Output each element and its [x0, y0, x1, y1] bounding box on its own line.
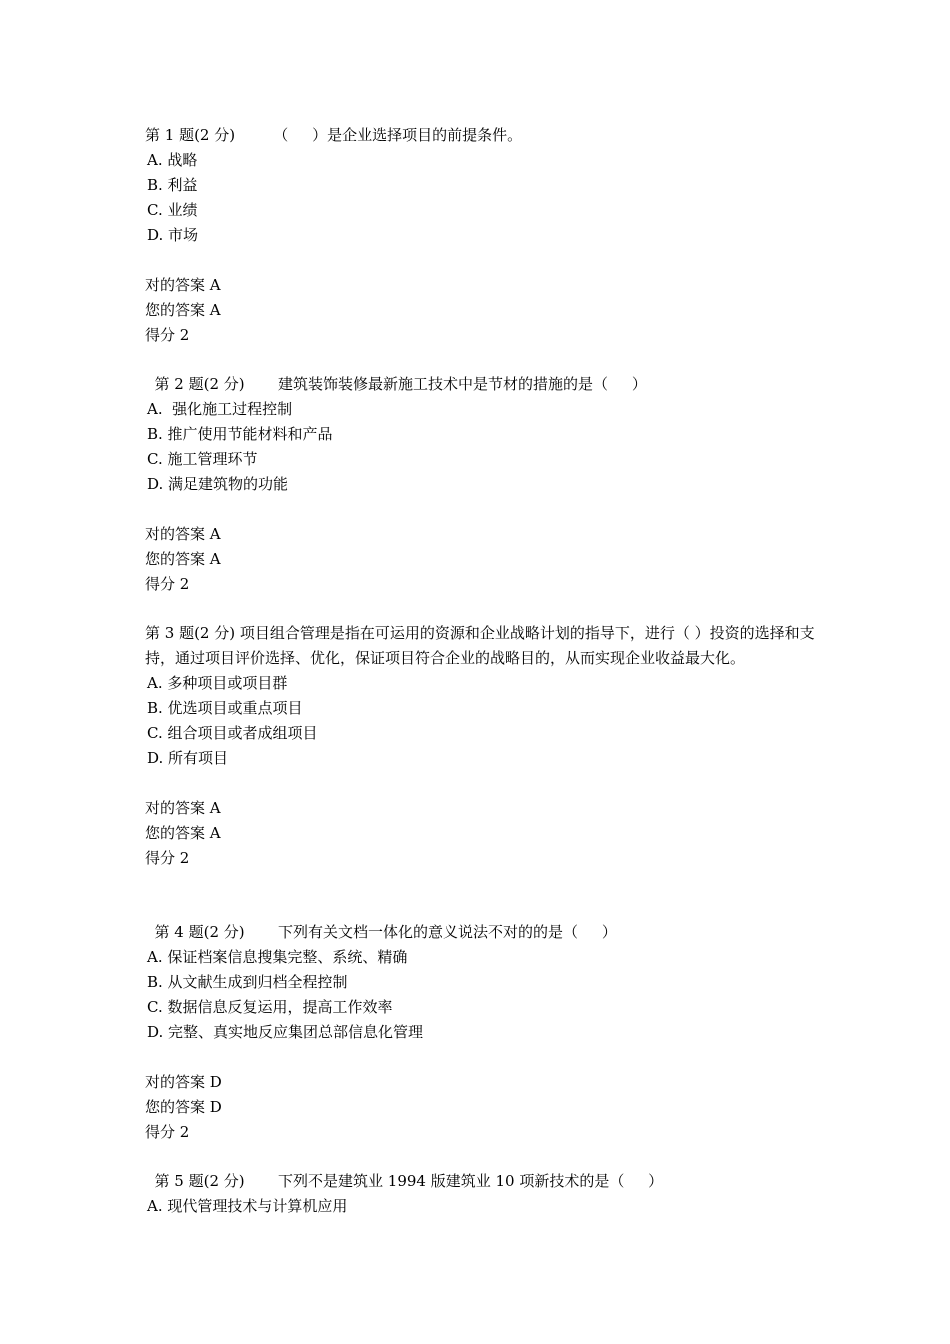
- question-5: [145, 1169, 815, 1219]
- option-c: C. 组合项目或者成组项目: [147, 724, 318, 742]
- question-3: [145, 621, 815, 871]
- question-header: 第 4 题(2 分) 下列有关文档一体化的意义说法不对的的是（ ）: [145, 923, 617, 941]
- question-header: 第 2 题(2 分) 建筑装饰装修最新施工技术中是节材的措施的是（ ）: [145, 375, 647, 393]
- your-answer: 您的答案 A: [145, 301, 221, 319]
- option-b: B. 优选项目或重点项目: [147, 699, 303, 717]
- correct-answer: 对的答案 A: [145, 276, 221, 294]
- option-b: B. 从文献生成到归档全程控制: [147, 973, 348, 991]
- score: 得分 2: [145, 326, 190, 344]
- option-b: B. 利益: [147, 176, 198, 194]
- your-answer: 您的答案 A: [145, 550, 221, 568]
- score: 得分 2: [145, 575, 190, 593]
- question-header: 第 3 题(2 分) 项目组合管理是指在可运用的资源和企业战略计划的指导下，进行（ ）投资的选择和支持，通过项目评价选择、优化，保证项目符合企业的战略目的，从而实现企业收益最大化。: [145, 624, 815, 667]
- your-answer: 您的答案 D: [145, 1098, 222, 1116]
- option-c: C. 数据信息反复运用，提高工作效率: [147, 998, 393, 1016]
- option-c: C. 业绩: [147, 201, 198, 219]
- your-answer: 您的答案 A: [145, 824, 221, 842]
- correct-answer: 对的答案 D: [145, 1073, 222, 1091]
- option-a: A. 多种项目或项目群: [147, 674, 288, 692]
- question-1: [145, 123, 815, 348]
- option-c: C. 施工管理环节: [147, 450, 258, 468]
- question-2: [145, 372, 815, 597]
- question-4: [145, 920, 815, 1145]
- score: 得分 2: [145, 1123, 190, 1141]
- option-d: D. 市场: [147, 226, 199, 244]
- option-b: B. 推广使用节能材料和产品: [147, 425, 333, 443]
- correct-answer: 对的答案 A: [145, 525, 221, 543]
- option-d: D. 所有项目: [147, 749, 229, 767]
- option-a: A. 保证档案信息搜集完整、系统、精确: [147, 948, 408, 966]
- correct-answer: 对的答案 A: [145, 799, 221, 817]
- option-a: A. 现代管理技术与计算机应用: [147, 1197, 348, 1215]
- score: 得分 2: [145, 849, 190, 867]
- question-header: 第 1 题(2 分) （ ）是企业选择项目的前提条件。: [145, 126, 523, 144]
- option-d: D. 完整、真实地反应集团总部信息化管理: [147, 1023, 424, 1041]
- option-a: A. 强化施工过程控制: [147, 400, 293, 418]
- option-d: D. 满足建筑物的功能: [147, 475, 289, 493]
- question-header: 第 5 题(2 分) 下列不是建筑业 1994 版建筑业 10 项新技术的是（ ）: [145, 1172, 664, 1190]
- option-a: A. 战略: [147, 151, 198, 169]
